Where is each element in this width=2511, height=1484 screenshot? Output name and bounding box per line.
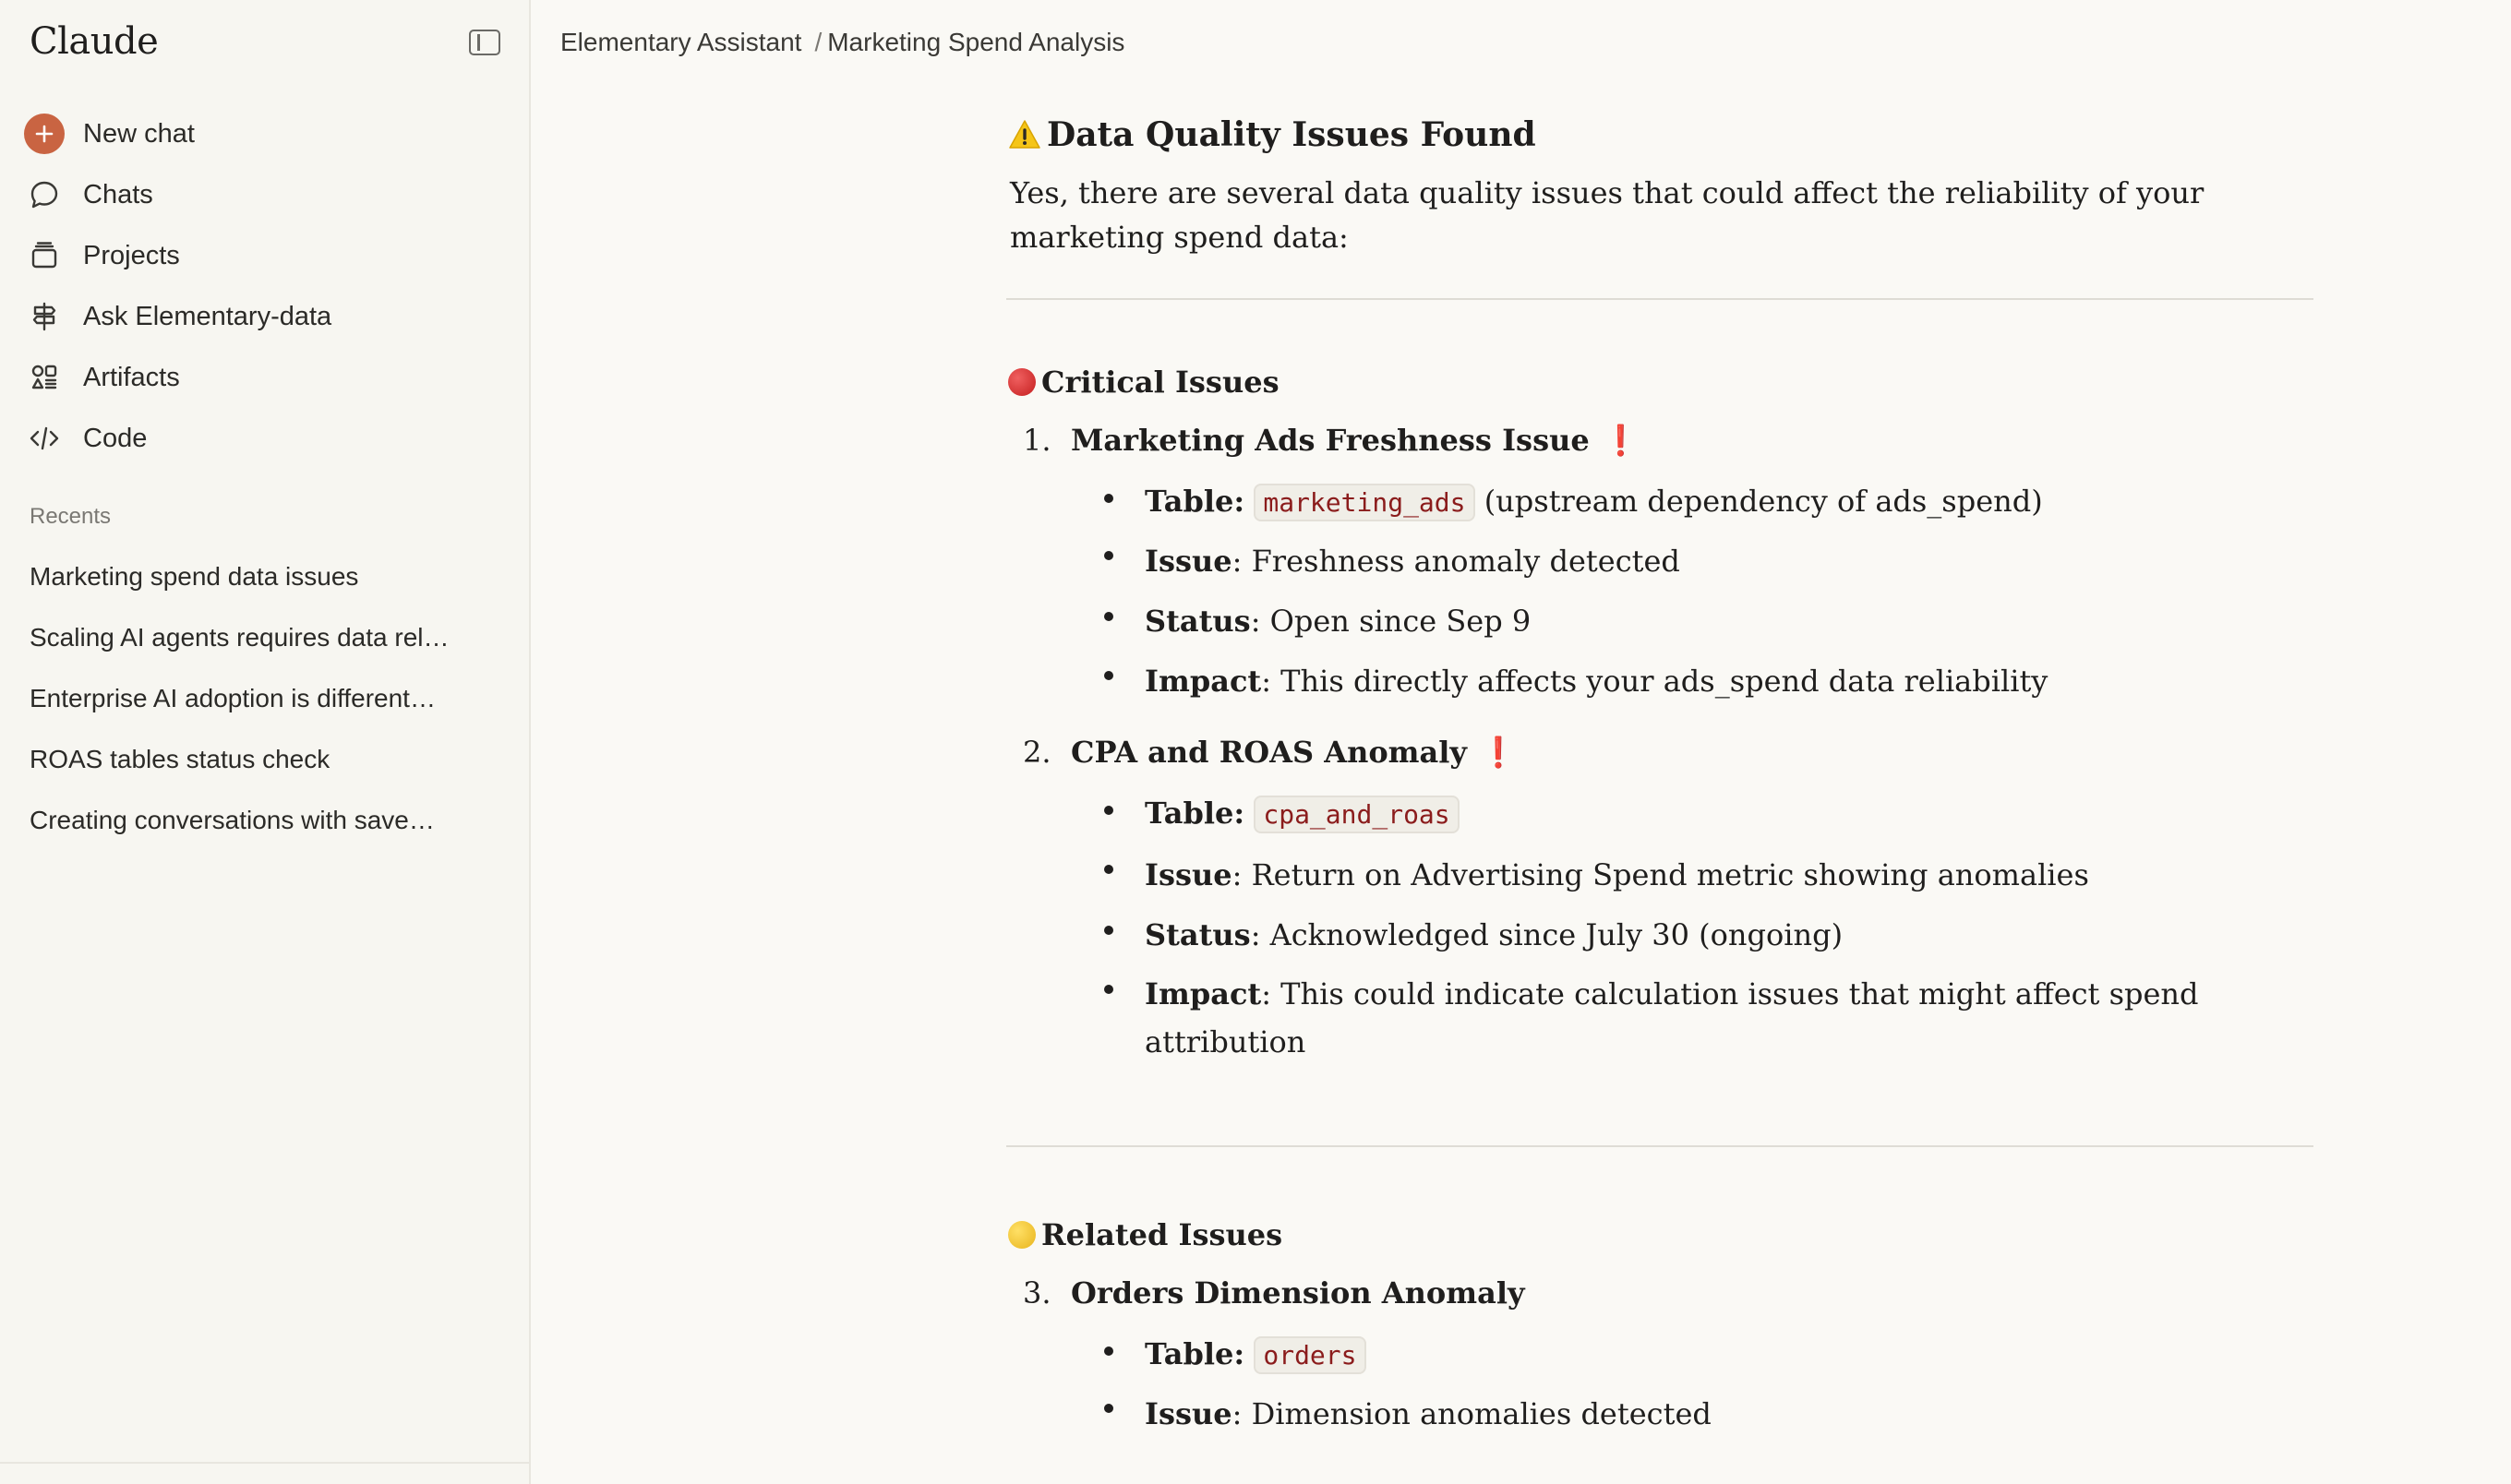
issue-details [1008,785,2319,1066]
nav-label: Projects [83,240,180,270]
heading-text: Critical Issues [1041,365,1280,400]
issue-title: CPA and ROAS Anomaly [1071,735,1468,770]
nav-label: New chat [83,118,195,149]
list-item: Table: marketing_ads (upstream dependency of ads_spend) [1008,473,2282,531]
warning-icon [1008,119,1041,150]
field-label: Issue [1145,544,1232,579]
sidebar [0,0,531,1484]
sidebar-nav [0,103,531,469]
sidebar-divider [0,1462,531,1464]
chat-title[interactable]: Marketing Spend Analysis [827,28,1125,56]
field-label: Table [1145,484,1234,519]
issue-list [1008,1269,2319,1444]
red-circle-icon [1008,368,1036,396]
field-label: Status [1145,917,1251,952]
code-icon [24,418,65,459]
list-number: 3. [1023,1275,1051,1310]
plus-icon [24,114,65,154]
list-item [1008,1383,2282,1444]
breadcrumb-separator: / [814,28,823,56]
recents-list [0,546,531,851]
field-label: Table [1145,796,1234,831]
artifacts-icon [24,357,65,398]
assistant-message [1008,106,2319,1444]
recent-chat-item[interactable]: Marketing spend data issues [30,562,359,591]
field-label: Issue [1145,857,1232,892]
heading-text: Data Quality Issues Found [1047,115,1536,154]
field-value: : This directly affects your ads_spend data reliability [1261,664,2048,699]
sidebar-item-chats[interactable] [0,164,531,225]
field-label: Status [1145,604,1251,639]
divider [1006,1145,2313,1147]
sidebar-item-projects[interactable] [0,225,531,286]
field-label: Impact [1145,664,1262,699]
recent-chat-item[interactable]: Scaling AI agents requires data rel… [30,623,450,652]
nav-label: Code [83,423,148,453]
table-note: (upstream dependency of ads_spend) [1474,484,2043,519]
issue-details [1008,1326,2319,1444]
issue-item-title [1008,416,2319,464]
signpost-icon [24,296,65,337]
field-value: : This could indicate calculation issues that might affect spend attribution [1145,976,2199,1059]
breadcrumb [533,0,2511,85]
table-name-code: orders [1254,1336,1365,1374]
sidebar-item-ask-elementary[interactable] [0,286,531,347]
list-item [1008,651,2282,712]
nav-label: Chats [83,179,153,209]
message-heading [1008,115,2319,154]
chat-bubble-icon [24,174,65,215]
recents-label: Recents [30,504,112,529]
field-label: Issue [1145,1396,1232,1431]
sidebar-item-artifacts[interactable] [0,347,531,408]
list-item [1008,844,2282,905]
issue-title: Orders Dimension Anomaly [1071,1275,1525,1310]
recent-chat-item[interactable]: Enterprise AI adoption is different… [30,684,436,712]
sidebar-item-code[interactable] [0,408,531,469]
nav-label: Artifacts [83,362,180,392]
table-name-code: marketing_ads [1254,484,1474,521]
issue-item-title [1008,728,2319,776]
yellow-circle-icon [1008,1221,1036,1249]
field-value: : Open since Sep 9 [1250,604,1532,639]
recent-chat-item[interactable]: Creating conversations with save… [30,806,435,834]
heading-text: Related Issues [1041,1217,1283,1252]
issue-details [1008,473,2319,712]
field-value: : Freshness anomaly detected [1231,544,1680,579]
field-label: Table [1145,1336,1234,1371]
exclamation-icon: ❗ [1480,735,1517,770]
list-number: 1. [1023,423,1051,458]
issue-list [1008,416,2319,1066]
list-item: Table: cpa_and_roas [1008,785,2282,844]
list-number: 2. [1023,735,1051,770]
sidebar-toggle-icon[interactable] [469,30,500,55]
list-item [1008,905,2282,964]
list-item [1008,964,2282,1066]
intro-paragraph: Yes, there are several data quality issues that could affect the reliability of your marketing spend data: [1010,175,2205,255]
field-value: : Dimension anomalies detected [1231,1396,1712,1431]
table-name-code: cpa_and_roas [1254,796,1459,833]
divider [1006,298,2313,300]
projects-icon [24,235,65,276]
recent-chat-item[interactable]: ROAS tables status check [30,745,330,773]
list-item [1008,531,2282,592]
field-value: : Return on Advertising Spend metric showing anomalies [1231,857,2089,892]
nav-label: Ask Elementary-data [83,301,332,331]
exclamation-icon: ❗ [1602,423,1640,458]
new-chat-button[interactable] [0,103,531,164]
brand-logo[interactable]: Claude [30,20,159,63]
related-issues-heading [1008,1217,2319,1252]
list-item: Table: orders [1008,1326,2282,1383]
issue-title: Marketing Ads Freshness Issue [1071,423,1590,458]
issue-item-title [1008,1269,2319,1317]
field-label: Impact [1145,976,1262,1011]
list-item [1008,592,2282,651]
field-value: : Acknowledged since July 30 (ongoing) [1250,917,1844,952]
breadcrumb-project[interactable]: Elementary Assistant [560,28,802,56]
critical-issues-heading [1008,365,2319,400]
